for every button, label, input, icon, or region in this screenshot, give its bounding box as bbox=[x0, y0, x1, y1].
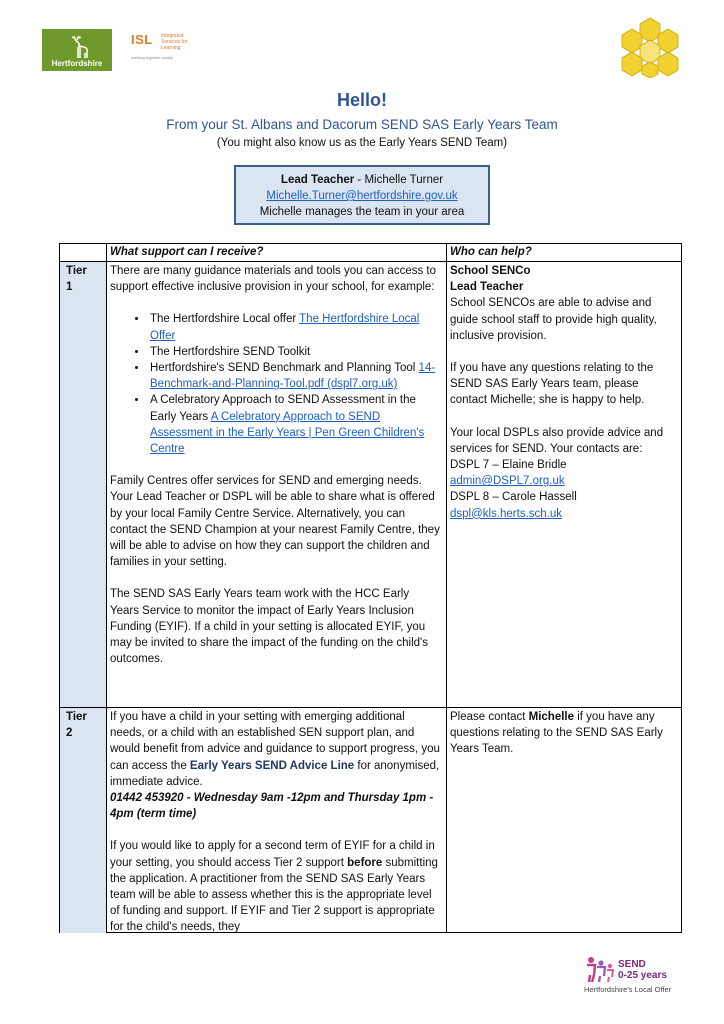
hertfordshire-logo bbox=[42, 29, 112, 71]
list-item bbox=[148, 344, 440, 360]
list-item bbox=[148, 360, 440, 392]
lead-teacher-label: Lead Teacher bbox=[280, 174, 355, 186]
lead-teacher-separator: - bbox=[354, 174, 365, 186]
tier1-label bbox=[66, 263, 87, 295]
lead-teacher-line bbox=[236, 172, 488, 188]
list-item bbox=[148, 392, 440, 457]
tier1-intro: There are many guidance materials and tools you can access to support effective inclusive provision in your school, for example: bbox=[110, 265, 437, 294]
column-divider bbox=[446, 244, 447, 932]
tier1-label-word: Tier bbox=[66, 265, 87, 277]
local-offer-link[interactable]: The Hertfordshire Local Offer bbox=[150, 313, 420, 342]
hexagon-cluster-logo bbox=[618, 16, 682, 78]
column-header-support: What support can I receive? bbox=[110, 246, 264, 258]
dspl8-email-link[interactable]: dspl@kls.herts.sch.uk bbox=[450, 507, 563, 520]
dspl7-contact: DSPL 7 – Elaine Bridle bbox=[450, 459, 567, 472]
isl-logo-tagline: working together locally bbox=[131, 55, 173, 60]
people-icon bbox=[584, 955, 616, 983]
who-dspl-intro: Your local DSPLs also provide advice and services for SEND. Your contacts are: bbox=[450, 426, 664, 455]
support-table bbox=[59, 243, 682, 933]
page-subtitle: From your St. Albans and Dacorum SEND SAS Early Years Team bbox=[166, 117, 558, 132]
who-lead-teacher: Lead Teacher bbox=[450, 281, 524, 294]
tier1-who-cell bbox=[450, 263, 678, 522]
stag-icon bbox=[62, 35, 92, 59]
tier2-who-text-end: if you have any questions relating to the SEND SAS Early Years Team. bbox=[450, 711, 663, 756]
hertfordshire-logo-text: Hertfordshire bbox=[51, 59, 103, 68]
dspl8-contact: DSPL 8 – Carole Hassell bbox=[450, 491, 577, 504]
page-note: (You might also know us as the Early Years SEND Team) bbox=[216, 137, 508, 149]
advice-line-name: Early Years SEND Advice Line bbox=[189, 759, 355, 772]
lead-teacher-note: Michelle manages the team in your area bbox=[259, 206, 465, 218]
tier2-p2-text: If you would like to apply for a second term of EYIF for a child in your setting, you should access Tier 2 support bbox=[110, 840, 435, 869]
dspl7-email-link[interactable]: admin@DSPL7.org.uk bbox=[450, 475, 565, 488]
row-divider bbox=[60, 261, 681, 262]
tier2-advice-line-paragraph bbox=[110, 709, 440, 790]
list-item-text: A Celebratory Approach to SEND Assessment in the Early Years bbox=[150, 394, 416, 423]
tier2-label-word: Tier bbox=[66, 711, 87, 723]
lead-teacher-email-link[interactable]: Michelle.Turner@hertfordshire.gov.uk bbox=[266, 190, 458, 202]
list-item-text: Hertfordshire's SEND Benchmark and Planning Tool bbox=[150, 362, 419, 375]
send-logo-ages: 0-25 years bbox=[618, 970, 667, 981]
tier2-label bbox=[66, 709, 87, 741]
tier2-support-cell bbox=[110, 709, 440, 936]
tier1-support-cell bbox=[110, 263, 440, 667]
tier2-eyif-paragraph bbox=[110, 838, 440, 935]
row-divider bbox=[60, 707, 681, 708]
advice-line-phone: 01442 453920 - Wednesday 9am -12pm and Thursday 1pm - 4pm (term time) bbox=[110, 792, 434, 821]
isl-logo-sub: Integrated Services for Learning bbox=[161, 33, 188, 51]
tier2-label-number: 2 bbox=[66, 727, 73, 740]
who-contact-michelle: If you have any questions relating to the SEND SAS Early Years team, please contact Michelle; she is happy to help. bbox=[450, 362, 654, 407]
tier2-p1-text: If you have a child in your setting with emerging additional needs, or a child with an established SEN support plan, and would benefit from advice and guidance to support progress, you can access the bbox=[110, 711, 440, 772]
tier2-who-text-start: Please contact bbox=[450, 711, 529, 723]
isl-logo bbox=[131, 30, 201, 66]
tier2-p2-emphasis: before bbox=[347, 856, 383, 869]
page-title: Hello! bbox=[336, 90, 387, 110]
lead-teacher-name: Michelle Turner bbox=[364, 174, 444, 186]
who-senco-desc: School SENCOs are able to advise and guide school staff to provide high quality, inclusive provision. bbox=[450, 297, 657, 342]
tier1-label-number: 1 bbox=[66, 281, 73, 294]
column-header-who: Who can help? bbox=[450, 246, 532, 258]
who-senco: School SENCo bbox=[450, 265, 531, 277]
isl-logo-main: ISL bbox=[131, 32, 153, 47]
tier2-who-cell bbox=[450, 709, 678, 758]
tier1-family-centres: Family Centres offer services for SEND and emerging needs. Your Lead Teacher or DSPL will be able to share what is offered by your local Family Centre Service. Alternatively, you can contact the SEND Champion at your nearest Family Centre, they will be able to advise on how they can support the children and families in your setting. bbox=[110, 475, 440, 569]
tier1-shade bbox=[60, 261, 106, 707]
benchmark-tool-link[interactable]: 14-Benchmark-and-Planning-Tool.pdf (dspl7.org.uk) bbox=[150, 362, 436, 391]
send-logo-caption: Hertfordshire's Local Offer bbox=[584, 985, 672, 994]
lead-teacher-box bbox=[234, 165, 490, 225]
tier2-who-text bbox=[450, 709, 678, 758]
send-logo-title: SEND bbox=[618, 959, 646, 970]
tier2-p2-text-end: submitting the application. A practitioner from the SEND SAS Early Years team will be able to assess whether this is the appropriate level of funding and support. If EYIF and Tier 2 support is appropriate for the child's needs, they bbox=[110, 856, 438, 934]
tier2-p1-text-end: for anonymised, immediate advice. bbox=[110, 759, 440, 788]
tier2-who-name: Michelle bbox=[528, 711, 575, 723]
list-item-text: The Hertfordshire Local offer bbox=[150, 313, 300, 326]
list-item-text: The Hertfordshire SEND Toolkit bbox=[150, 345, 311, 358]
column-divider bbox=[106, 244, 107, 932]
celebratory-approach-link[interactable]: A Celebratory Approach to SEND Assessment in the Early Years | Pen Green Children's Centre bbox=[150, 410, 425, 456]
tier1-resource-list bbox=[110, 311, 440, 457]
list-item bbox=[148, 311, 440, 343]
tier1-eyif: The SEND SAS Early Years team work with the HCC Early Years Service to monitor the impact of Early Years Inclusion Funding (EYIF). If a child in your setting is allocated EYIF, you may be invited to share the impact of the funding on the child's outcomes. bbox=[110, 588, 428, 666]
send-local-offer-logo bbox=[584, 955, 684, 997]
